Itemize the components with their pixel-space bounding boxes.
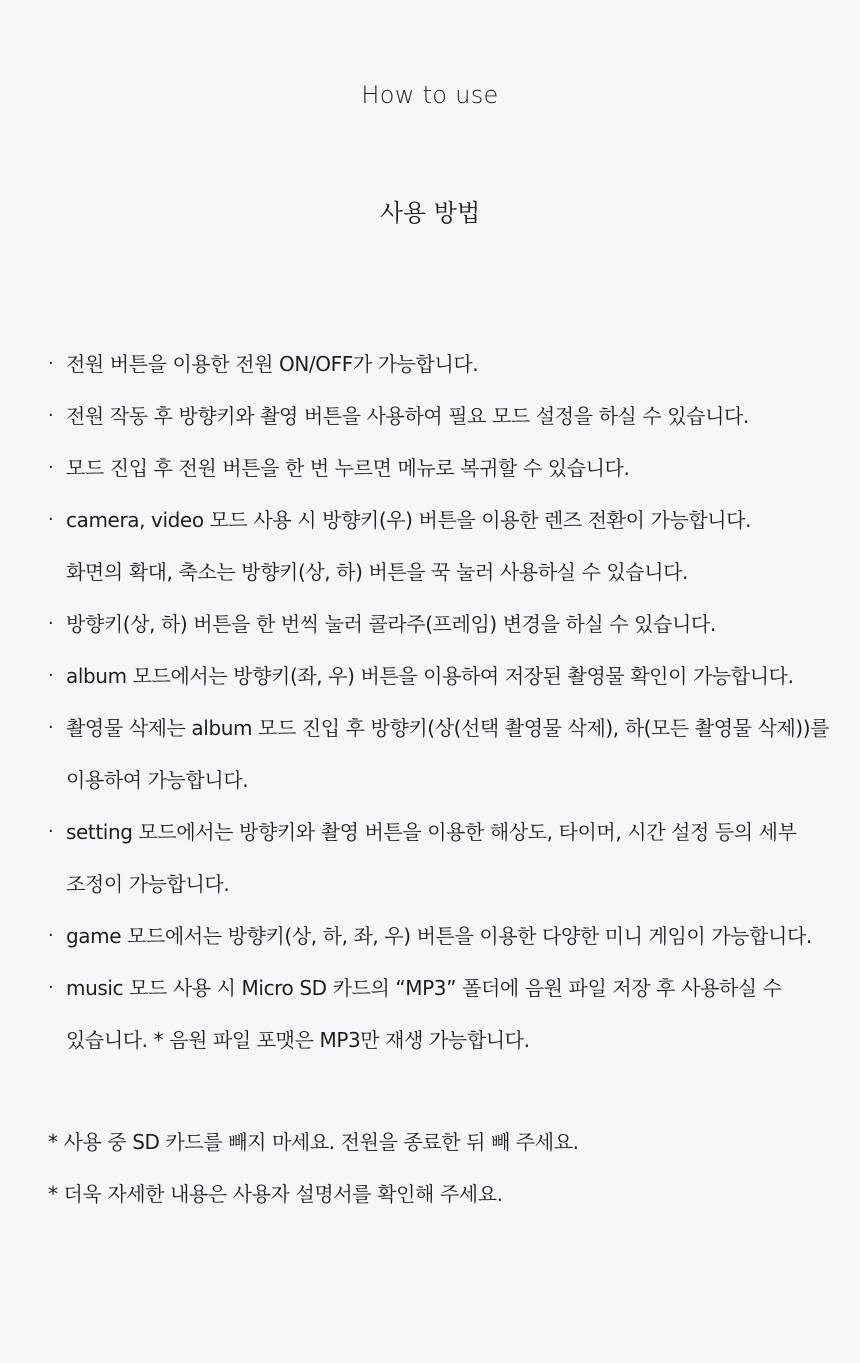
bullet-dot: ·	[48, 665, 54, 686]
instruction-text: 방향키(상, 하) 버튼을 한 번씩 눌러 콜라주(프레임) 변경을 하실 수 있습니다.	[66, 612, 716, 636]
instruction-text: 전원 작동 후 방향키와 촬영 버튼을 사용하여 필요 모드 설정을 하실 수 있습니다.	[66, 404, 749, 428]
instruction-list	[48, 338, 828, 1066]
instruction-text-continued: 조정이 가능합니다.	[66, 872, 230, 896]
bullet-dot: ·	[48, 405, 54, 426]
bullet-dot: ·	[48, 925, 54, 946]
bullet-dot: ·	[48, 717, 54, 738]
instruction-item	[48, 702, 828, 806]
instruction-text-continued: 이용하여 가능합니다.	[66, 768, 249, 792]
instruction-text: 모드 진입 후 전원 버튼을 한 번 누르면 메뉴로 복귀할 수 있습니다.	[66, 456, 630, 480]
instruction-text: game 모드에서는 방향키(상, 하, 좌, 우) 버튼을 이용한 다양한 미니 게임이 가능합니다.	[66, 924, 812, 948]
title-english: How to use	[361, 81, 499, 109]
instruction-text: setting 모드에서는 방향키와 촬영 버튼을 이용한 해상도, 타이머, 시간 설정 등의 세부	[66, 820, 797, 844]
instruction-item	[48, 650, 828, 702]
instruction-item	[48, 910, 828, 962]
note-see-manual: * 더욱 자세한 내용은 사용자 설명서를 확인해 주세요.	[48, 1182, 503, 1206]
bullet-dot: ·	[48, 613, 54, 634]
instruction-item	[48, 338, 828, 390]
instruction-item	[48, 962, 828, 1066]
notes-section	[48, 1116, 828, 1220]
instruction-text: album 모드에서는 방향키(좌, 우) 버튼을 이용하여 저장된 촬영물 확인이 가능합니다.	[66, 664, 794, 688]
bullet-dot: ·	[48, 977, 54, 998]
instruction-item	[48, 598, 828, 650]
instruction-text: 전원 버튼을 이용한 전원 ON/OFF가 가능합니다.	[66, 352, 479, 376]
instruction-item	[48, 442, 828, 494]
instruction-item	[48, 494, 828, 598]
instruction-text-continued: 화면의 확대, 축소는 방향키(상, 하) 버튼을 꾹 눌러 사용하실 수 있습니다.	[66, 560, 689, 584]
instruction-text: camera, video 모드 사용 시 방향키(우) 버튼을 이용한 렌즈 전환이 가능합니다.	[66, 508, 752, 532]
bullet-dot: ·	[48, 457, 54, 478]
note-sd-card-warning: * 사용 중 SD 카드를 빼지 마세요. 전원을 종료한 뒤 빼 주세요.	[48, 1130, 579, 1154]
bullet-dot: ·	[48, 509, 54, 530]
instruction-text: 촬영물 삭제는 album 모드 진입 후 방향키(상(선택 촬영물 삭제), 하(모든 촬영물 삭제))를	[66, 716, 830, 740]
bullet-dot: ·	[48, 353, 54, 374]
bullet-dot: ·	[48, 821, 54, 842]
instruction-item	[48, 390, 828, 442]
title-korean: 사용 방법	[379, 199, 481, 227]
instruction-item	[48, 806, 828, 910]
instruction-text: music 모드 사용 시 Micro SD 카드의 “MP3” 폴더에 음원 파일 저장 후 사용하실 수	[66, 976, 782, 1000]
instruction-text-continued: 있습니다. * 음원 파일 포맷은 MP3만 재생 가능합니다.	[66, 1028, 530, 1052]
